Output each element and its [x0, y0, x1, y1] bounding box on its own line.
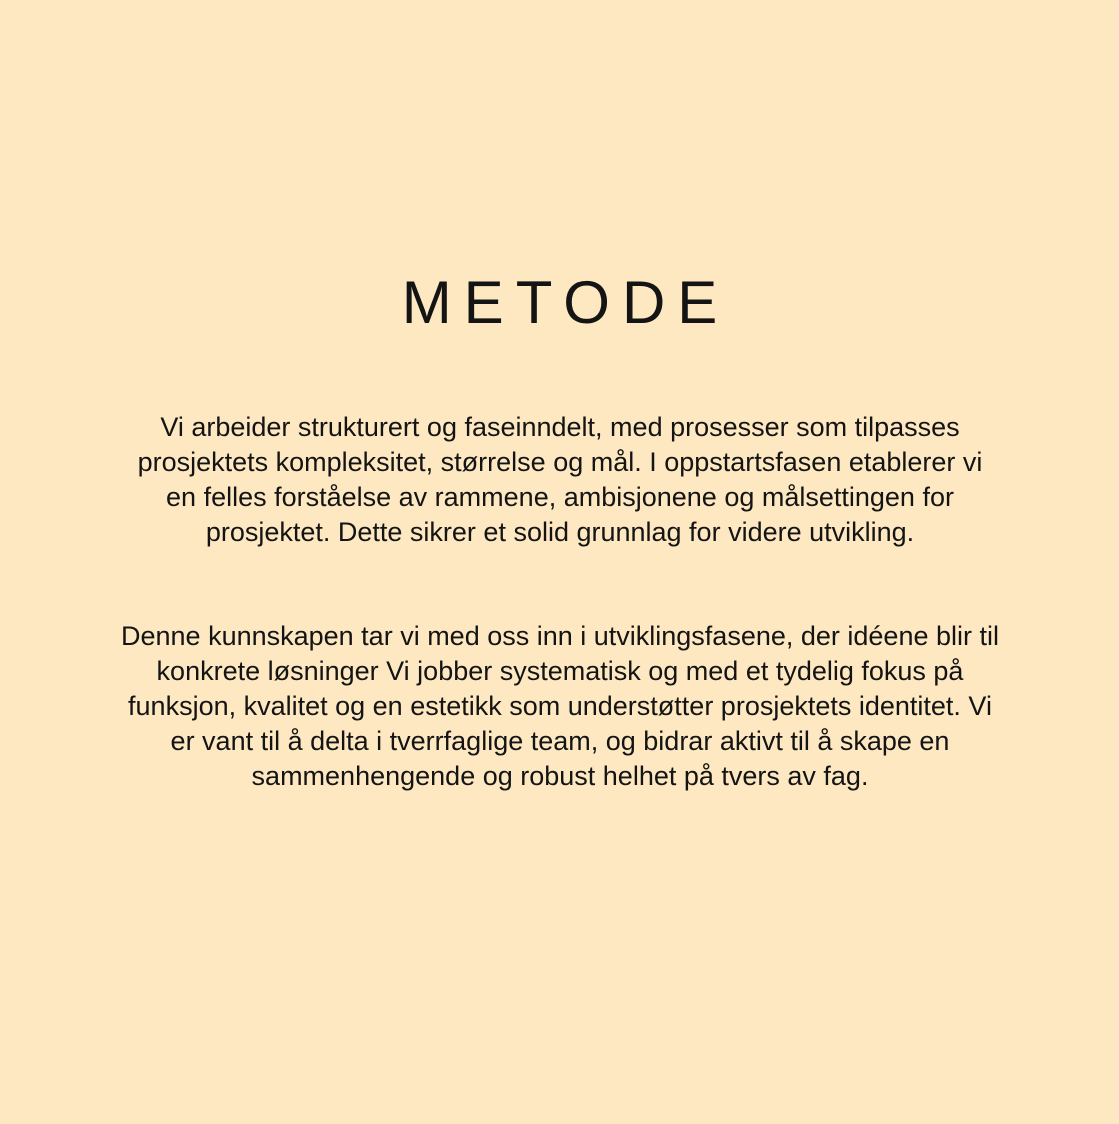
- development-paragraph: Denne kunnskapen tar vi med oss inn i utviklingsfasene, der idéene blir til konkrete løsninger Vi jobber systematisk og med et tydelig fokus på funksjon, kvalitet og en estetikk som understøtter prosjektets identitet. Vi er vant til å delta i tverrfaglige team, og bidrar aktivt til å skape en sammenhengende og robust helhet på tvers av fag.: [121, 621, 999, 791]
- intro-paragraph: Vi arbeider strukturert og faseinndelt, med prosesser som tilpasses prosjektets kompleksitet, størrelse og mål. I oppstartsfasen etablerer vi en felles forståelse av rammene, ambisjonene og målsettingen for prosjektet. Dette sikrer et solid grunnlag for videre utvikling.: [137, 412, 983, 547]
- page-title: METODE: [401, 269, 730, 336]
